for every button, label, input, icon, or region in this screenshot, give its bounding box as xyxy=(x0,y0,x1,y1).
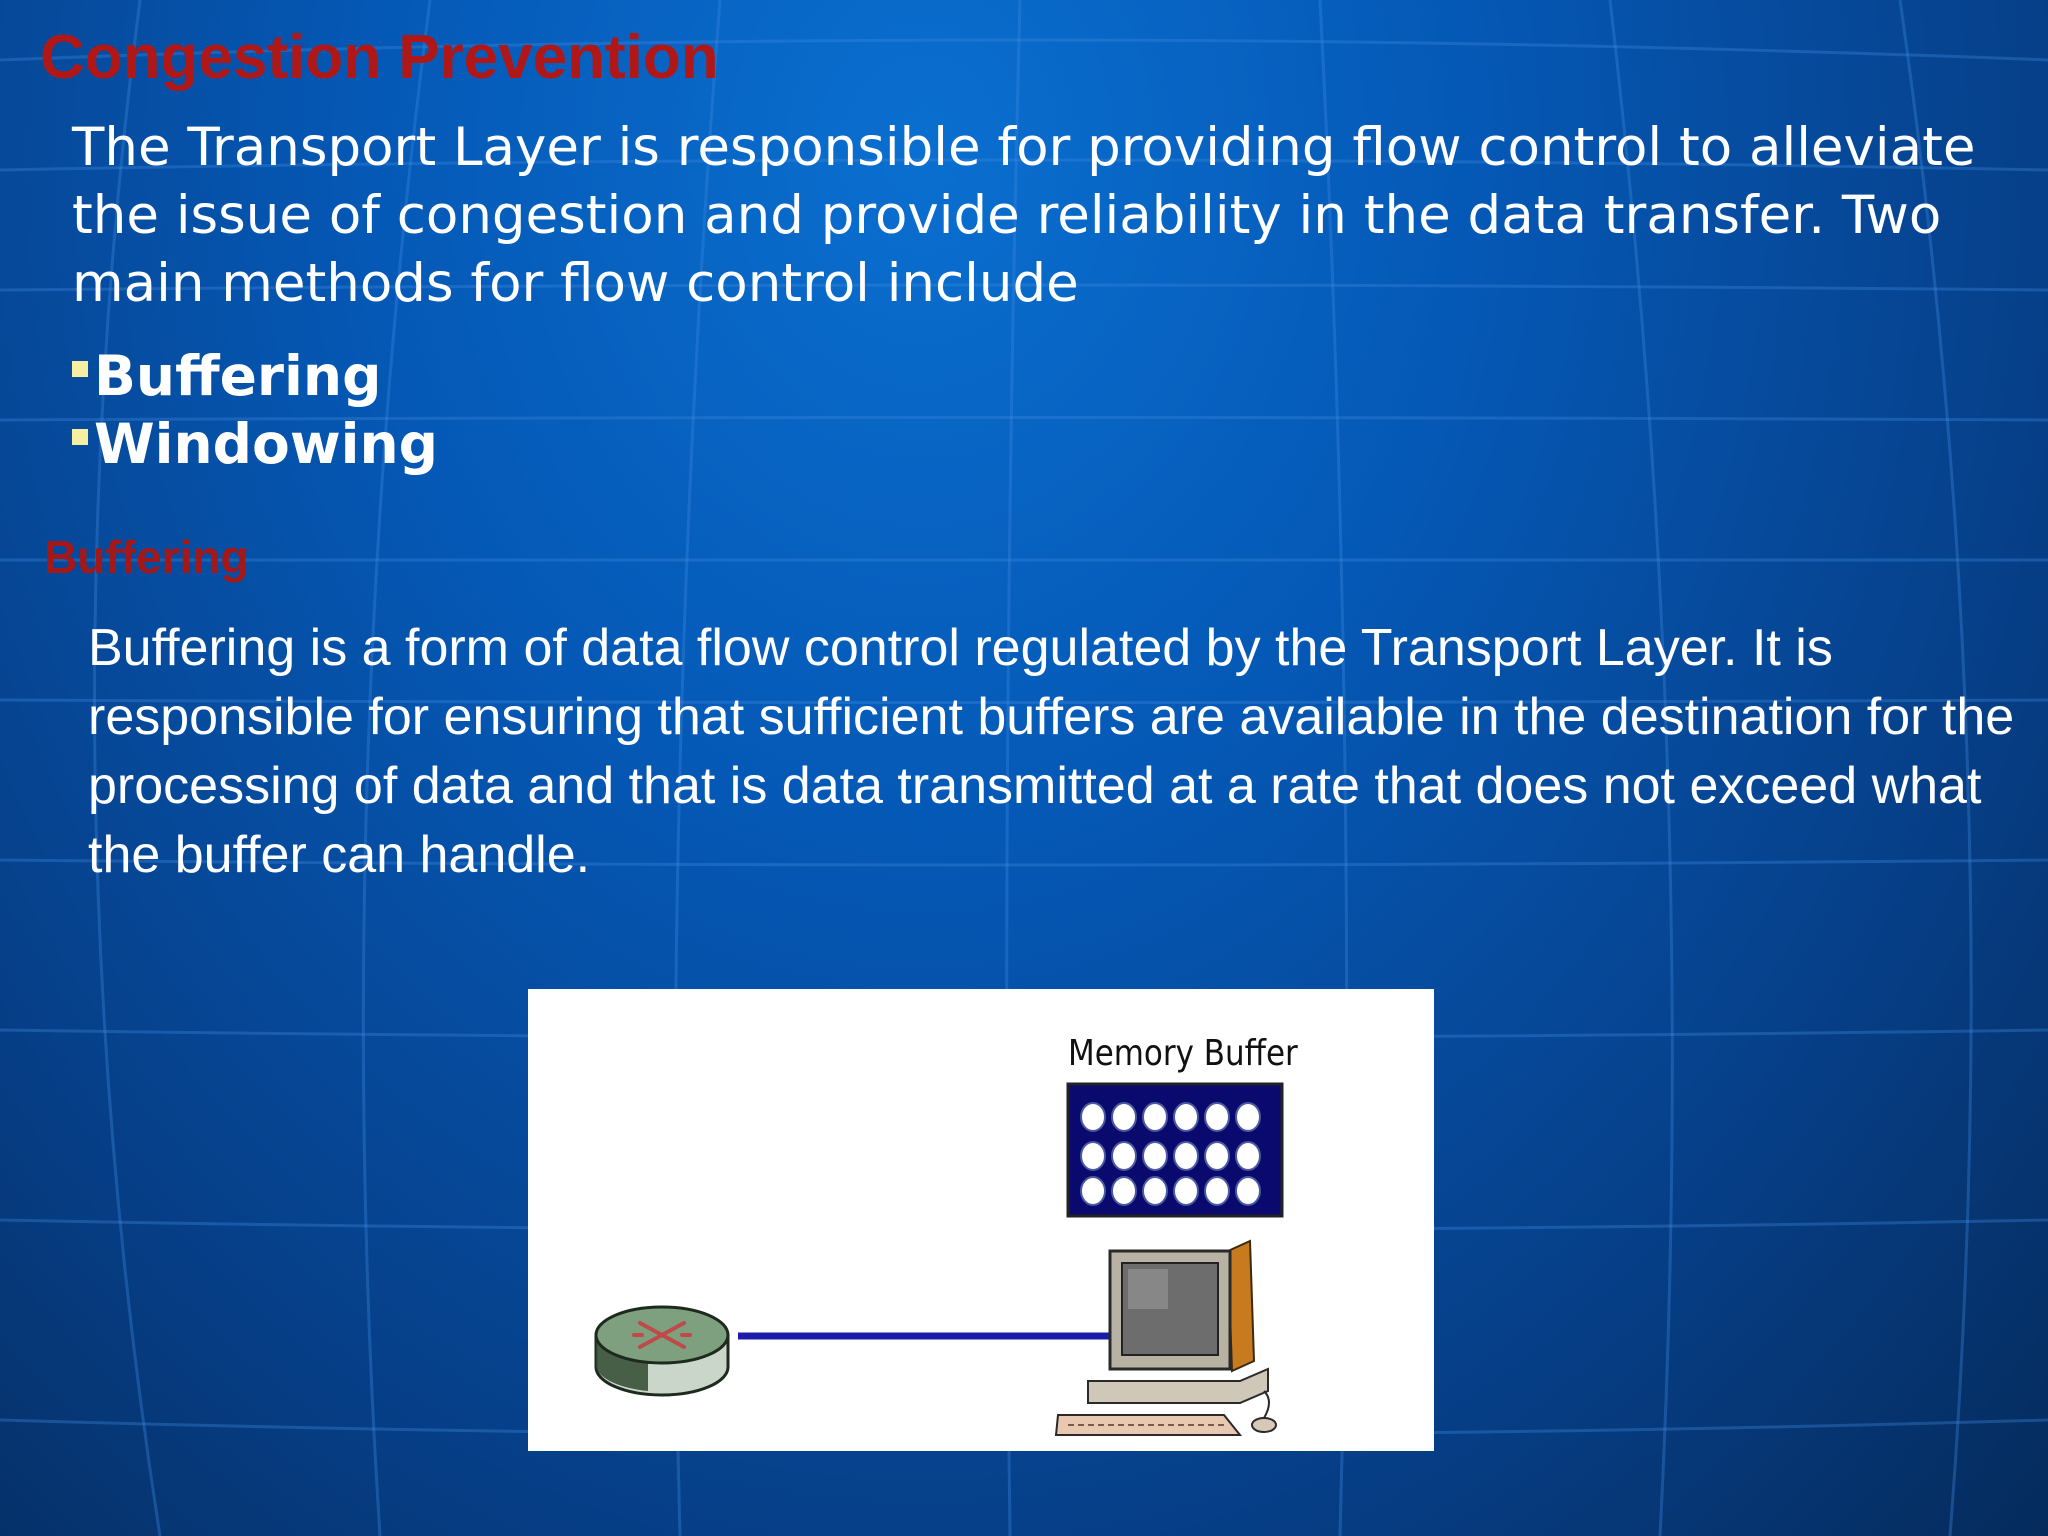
bullet-label: Buffering xyxy=(94,344,382,408)
intro-paragraph: The Transport Layer is responsible for providing flow control to alleviate the issue of congestion and provide reliability in the data transfer. Two main methods for flow control include xyxy=(72,117,1976,314)
bullet-label: Windowing xyxy=(94,412,439,476)
section-heading: Buffering xyxy=(44,531,249,583)
square-bullet-icon xyxy=(72,361,88,377)
memory-buffer-icon xyxy=(1068,1084,1282,1216)
square-bullet-icon xyxy=(72,429,88,445)
body-paragraph: Buffering is a form of data flow control regulated by the Transport Layer. It is responsible for ensuring that sufficient buffers are available in the destination for the processing of data and that is data transmitted at a rate that does not exceed what the buffer can handle. xyxy=(88,619,2015,884)
buffering-diagram xyxy=(528,989,1434,1451)
list-item xyxy=(72,410,438,478)
method-list xyxy=(72,342,438,478)
list-item xyxy=(72,342,438,410)
router-icon xyxy=(596,1307,728,1395)
memory-buffer-label: Memory Buffer xyxy=(1068,1033,1298,1074)
diagram-graphics xyxy=(528,989,1434,1451)
slide-title: Congestion Prevention xyxy=(40,23,719,92)
